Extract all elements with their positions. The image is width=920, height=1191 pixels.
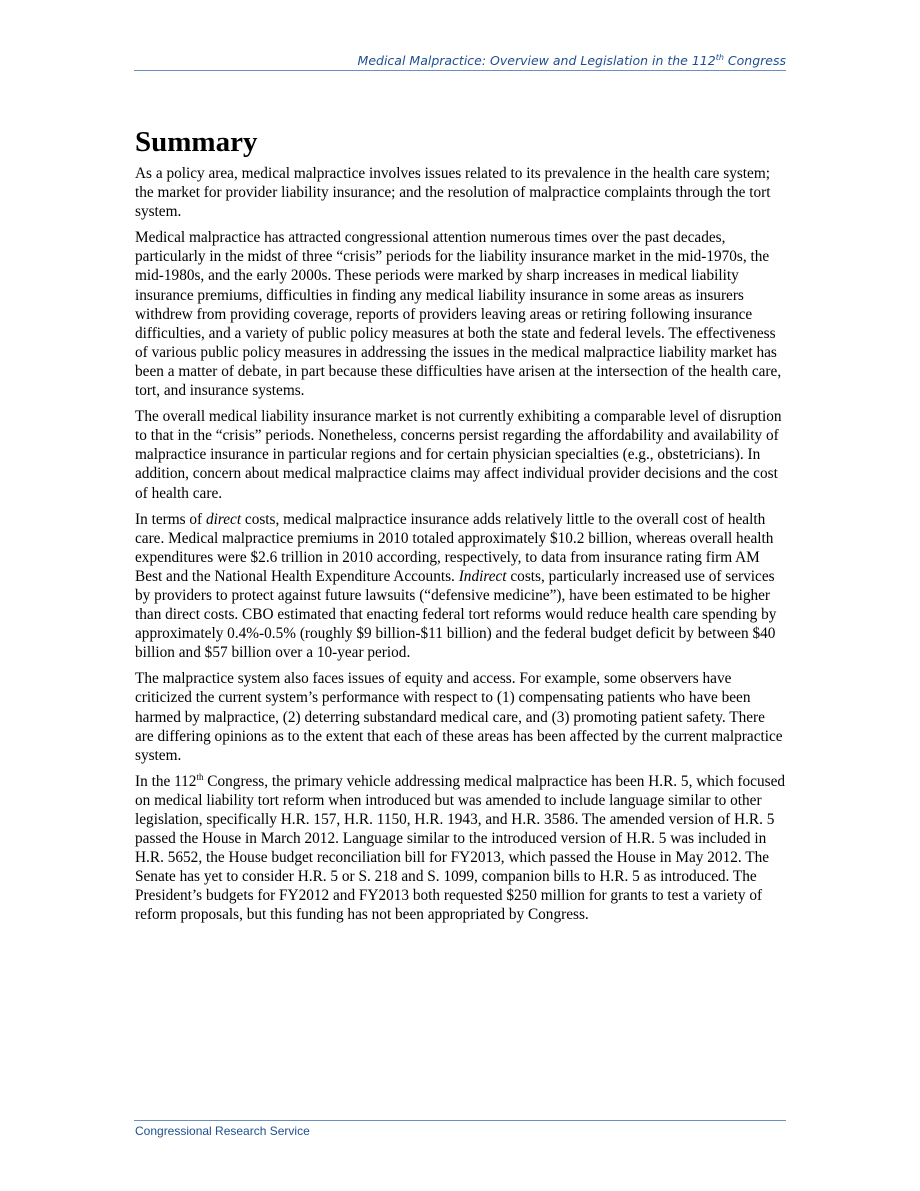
paragraph-6-superscript: th [196, 771, 204, 782]
paragraph-6-text-b: Congress, the primary vehicle addressing medical malpractice has been H.R. 5, which focused on medical liability tort reform when introduced but was amended to include language similar to other legislation, specifically H.R. 157, H.R. 1150, H.R. 1943, and H.R. 3586. The amended version of H.R. 5 passed the House in March 2012. Language similar to the introduced version of H.R. 5 was included in H.R. 5652, the House budget reconciliation bill for FY2013, which passed the House in May 2012. The Senate has yet to consider H.R. 5 or S. 218 and S. 1099, companion bills to H.R. 5 as introduced. The President’s budgets for FY2012 and FY2013 both requested $250 million for grants to test a variety of reform proposals, but this funding has not been appropriated by Congress. [135, 772, 786, 924]
paragraph-4 [135, 510, 787, 663]
paragraph-6-text-a: In the 112 [135, 772, 197, 790]
header-rule [134, 70, 786, 71]
footer-rule [134, 1120, 786, 1121]
paragraph-4-text-c: costs, medical malpractice insurance adds relatively little to the overall cost of health care. Medical malpractice premiums in 2010 totaled approximately $10.2 billion, whereas overall health expenditures were $2.6 trillion in 2010 according, respectively, to data from insurance rating firm AM Best and the National Health Expenditure Accounts. [135, 510, 774, 585]
paragraph-6 [135, 772, 787, 925]
paragraph-4-text-e: costs, particularly increased use of services by providers to protect against future lawsuits (“defensive medicine”), have been estimated to be higher than direct costs. CBO estimated that enacting federal tort reforms would reduce health care spending by approximately 0.4%-0.5% (roughly $9 billion-$11 billion) and the federal budget deficit by between $40 billion and $57 billion over a 10-year period. [135, 567, 777, 662]
paragraph-4-emphasis-direct: direct [205, 510, 242, 528]
running-header-title: Medical Malpractice: Overview and Legislation in the 112 [357, 53, 716, 68]
running-header-title-end: Congress [723, 53, 786, 68]
footer: Congressional Research Service [135, 1124, 310, 1138]
paragraph-3: The overall medical liability insurance market is not currently exhibiting a comparable level of disruption to that in the “crisis” periods. Nonetheless, concerns persist regarding the affordability and availability of malpractice insurance in particular regions and for certain physician specialties (e.g., obstetricians). In addition, concern about medical malpractice claims may affect individual provider decisions and the cost of health care. [135, 408, 782, 502]
running-header-superscript: th [715, 52, 724, 62]
section-title: Summary [135, 126, 258, 158]
paragraph-1: As a policy area, medical malpractice involves issues related to its prevalence in the health care system; the market for provider liability insurance; and the resolution of malpractice complaints through the tort system. [135, 165, 771, 221]
paragraph-2: Medical malpractice has attracted congressional attention numerous times over the past decades, particularly in the midst of three “crisis” periods for the liability insurance market in the mid-1970s, the mid-1980s, and the early 2000s. These periods were marked by sharp increases in medical liability insurance premiums, difficulties in finding any medical liability insurance in some areas as insurers withdrew from providing coverage, reports of providers leaving areas or retiring following insurance difficulties, and a variety of public policy measures at both the state and federal levels. The effectiveness of various public policy measures in addressing the issues in the medical malpractice liability market has been a matter of debate, in part because these difficulties have arisen at the intersection of the health care, tort, and insurance systems. [135, 229, 782, 400]
paragraph-5: The malpractice system also faces issues of equity and access. For example, some observers have criticized the current system’s performance with respect to (1) compensating patients who have been harmed by malpractice, (2) deterring substandard medical care, and (3) promoting patient safety. There are differing opinions as to the extent that each of these areas has been affected by the current malpractice system. [135, 670, 783, 764]
page-content [135, 124, 787, 932]
paragraph-4-text-a: In terms of [135, 510, 206, 528]
running-header [134, 53, 786, 69]
paragraph-4-emphasis-indirect: Indirect [458, 567, 507, 585]
